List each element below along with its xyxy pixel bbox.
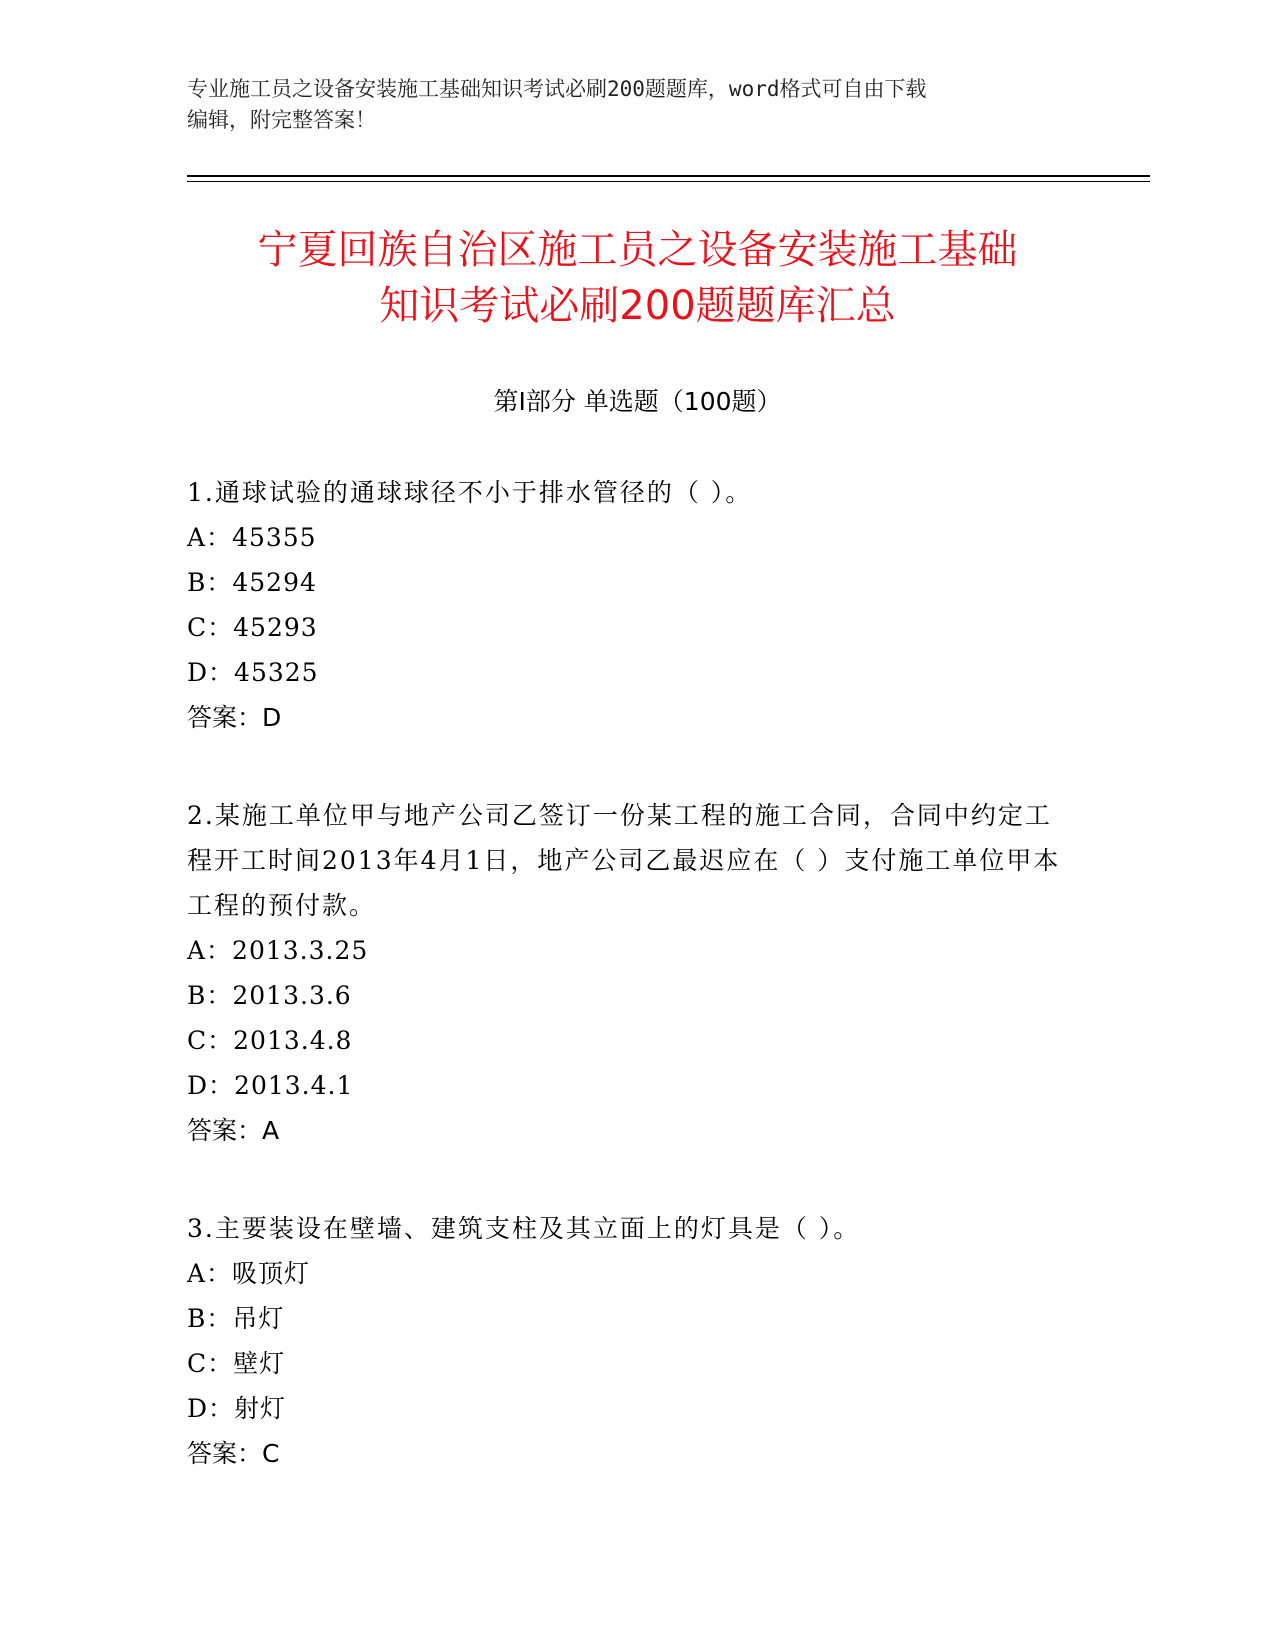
section-heading: 第Ⅰ部分 单选题（100题）: [493, 387, 782, 416]
title-line-1: 宁夏回族自治区施工员之设备安装施工基础: [257, 227, 1018, 273]
option-a: A：吸顶灯: [187, 1259, 311, 1288]
answer: 答案：D: [187, 703, 282, 732]
header-line-2: 编辑，附完整答案！: [187, 108, 376, 132]
option-d: D：射灯: [187, 1394, 287, 1423]
answer: 答案：C: [187, 1439, 280, 1468]
option-c: C：2013.4.8: [187, 1026, 353, 1055]
header-line-1: 专业施工员之设备安装施工基础知识考试必刷200题题库，word格式可自由下载: [187, 77, 927, 101]
option-c: C：45293: [187, 613, 318, 642]
option-b: B：吊灯: [187, 1304, 285, 1333]
option-d: D：2013.4.1: [187, 1071, 354, 1100]
option-d: D：45325: [187, 658, 319, 687]
header-rule-thin: [187, 181, 1150, 182]
question-3: [187, 1206, 1067, 1476]
question-stem: 3.主要装设在壁墙、建筑支柱及其立面上的灯具是（ ）。: [187, 1214, 861, 1243]
option-a: A：2013.3.25: [187, 936, 369, 965]
option-b: B：2013.3.6: [187, 981, 352, 1010]
question-stem: 2.某施工单位甲与地产公司乙签订一份某工程的施工合同，合同中约定工程开工时间2013年4月1日，地产公司乙最迟应在（ ）支付施工单位甲本工程的预付款。: [187, 801, 1061, 920]
header-note: [187, 74, 1057, 136]
question-2: [187, 793, 1067, 1153]
option-c: C：壁灯: [187, 1349, 286, 1378]
document-title: [150, 222, 1125, 334]
answer: 答案：A: [187, 1116, 280, 1145]
option-a: A：45355: [187, 523, 317, 552]
question-1: [187, 470, 1067, 740]
header-rule-thick: [187, 175, 1150, 177]
option-b: B：45294: [187, 568, 317, 597]
question-stem: 1.通球试验的通球球径不小于排水管径的（ ）。: [187, 478, 753, 507]
title-line-2: 知识考试必刷200题题库汇总: [379, 283, 896, 329]
